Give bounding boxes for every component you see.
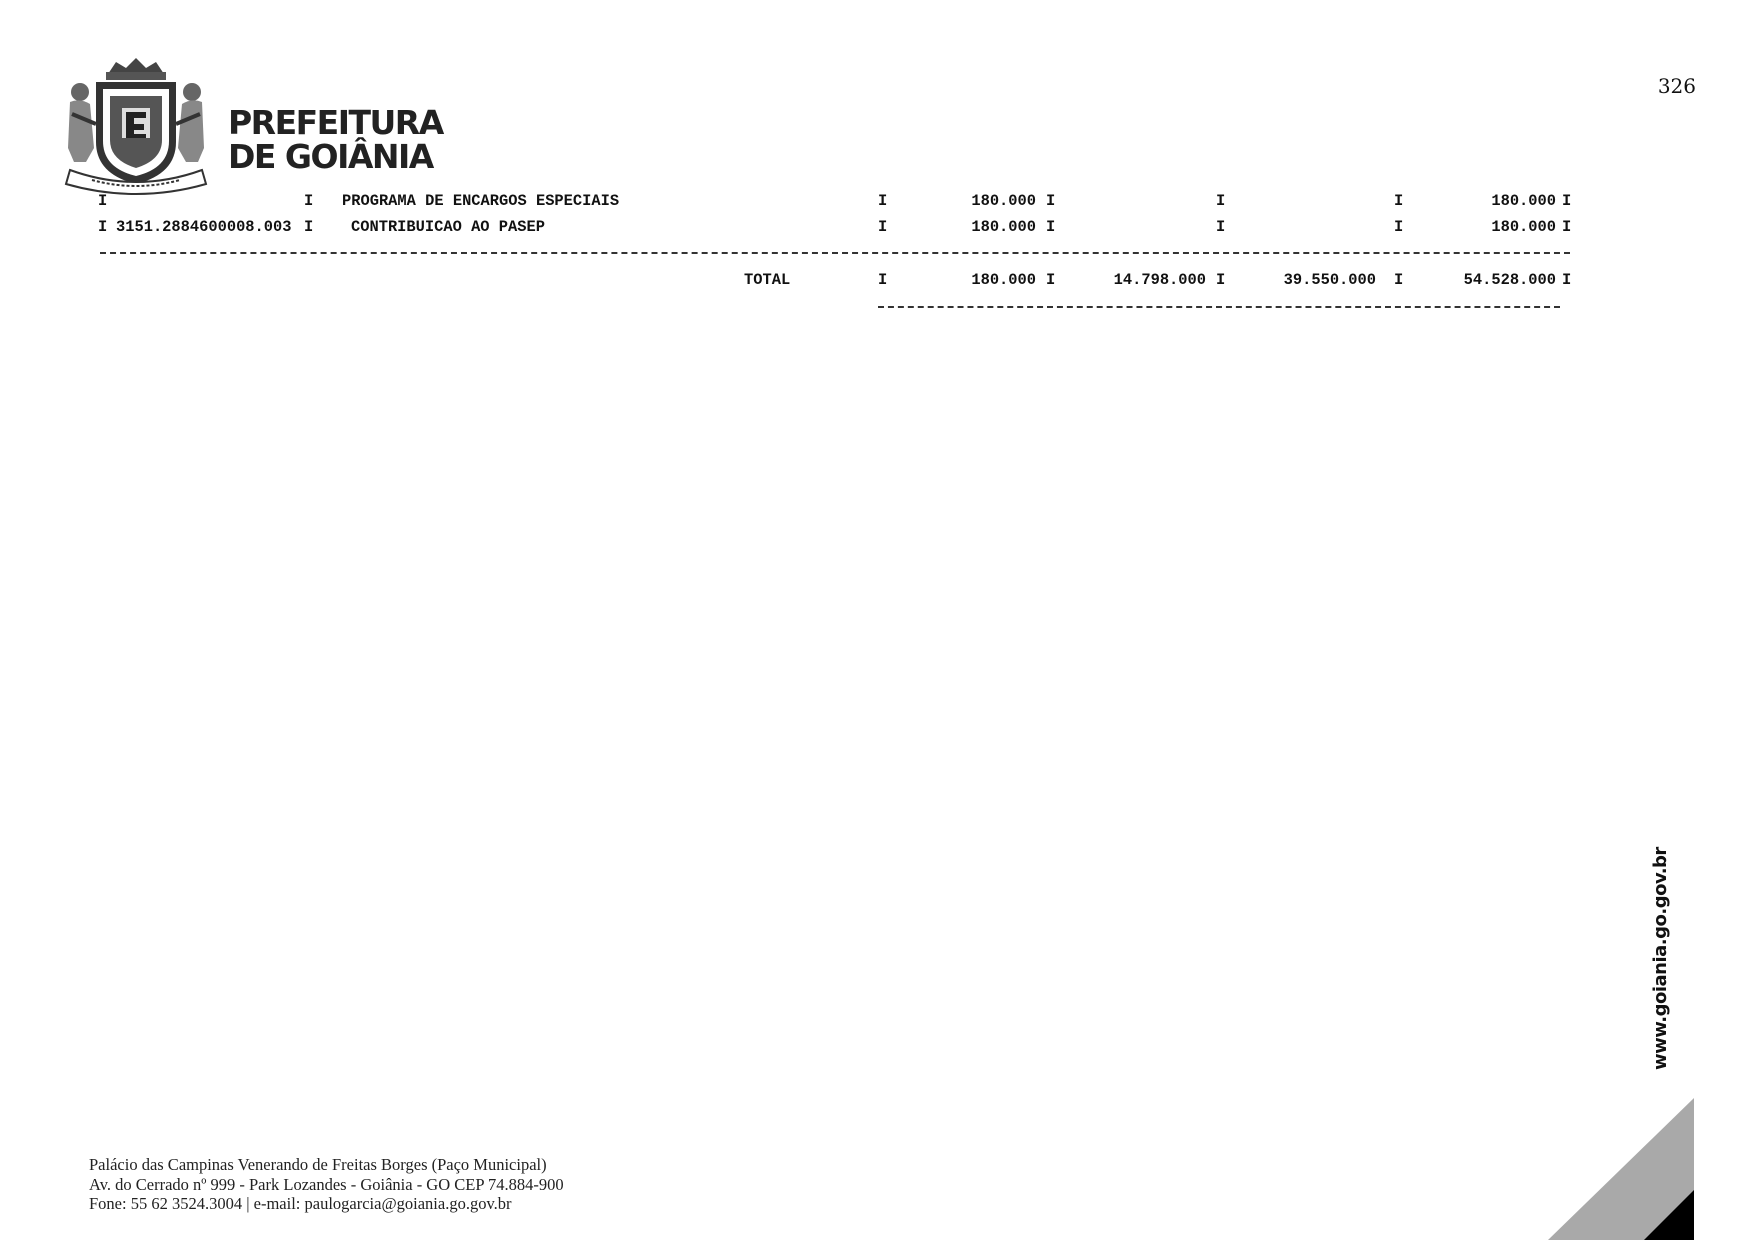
row2-sep1: I — [98, 218, 108, 236]
logo-line2: DE GOIÂNIA — [228, 137, 433, 176]
total-sep4: I — [1046, 271, 1056, 289]
row2-total: 180.000 — [1491, 218, 1556, 236]
row1-sep5: I — [1216, 192, 1226, 210]
logo-line1: PREFEITURA — [228, 103, 443, 142]
row2-sep4: I — [1046, 218, 1056, 236]
row1-total: 180.000 — [1491, 192, 1556, 210]
row1-sep2: I — [304, 192, 314, 210]
total-label: TOTAL — [744, 271, 791, 289]
total-sep3: I — [878, 271, 888, 289]
row1-sep6: I — [1394, 192, 1404, 210]
row2-code: 3151.2884600008.003 — [116, 218, 292, 236]
total-value2: 14.798.000 — [1113, 271, 1206, 289]
row2-sep2: I — [304, 218, 314, 236]
row2-sep7: I — [1562, 218, 1572, 236]
total-sep7: I — [1562, 271, 1572, 289]
row2-sep3: I — [878, 218, 888, 236]
row1-sep3: I — [878, 192, 888, 210]
row2-value1: 180.000 — [971, 218, 1036, 236]
total-value1: 180.000 — [971, 271, 1036, 289]
table-separator — [100, 252, 1570, 254]
corner-decoration — [1548, 1098, 1694, 1240]
row1-sep4: I — [1046, 192, 1056, 210]
row1-value1: 180.000 — [971, 192, 1036, 210]
footer-address — [89, 1155, 564, 1214]
total-underline — [878, 306, 1560, 308]
page-number: 326 — [1657, 74, 1696, 98]
row2-sep5: I — [1216, 218, 1226, 236]
coat-of-arms-emblem — [56, 52, 216, 196]
row1-sep7: I — [1562, 192, 1572, 210]
row1-description: PROGRAMA DE ENCARGOS ESPECIAIS — [342, 192, 620, 210]
row2-sep6: I — [1394, 218, 1404, 236]
row2-description: CONTRIBUICAO AO PASEP — [351, 218, 545, 236]
total-sep5: I — [1216, 271, 1226, 289]
logo-text — [228, 103, 443, 176]
prefeitura-logo — [56, 52, 443, 196]
total-sep6: I — [1394, 271, 1404, 289]
footer-line1: Palácio das Campinas Venerando de Freitas Borges (Paço Municipal) — [89, 1155, 547, 1174]
row1-sep1: I — [98, 192, 108, 210]
footer-line3: Fone: 55 62 3524.3004 | e-mail: paulogarcia@goiania.go.gov.br — [89, 1194, 512, 1213]
total-grand: 54.528.000 — [1463, 271, 1556, 289]
footer-line2: Av. do Cerrado nº 999 - Park Lozandes - Goiânia - GO CEP 74.884-900 — [89, 1174, 564, 1194]
website-url: www.goiania.go.gov.br — [1650, 847, 1671, 1070]
total-value3: 39.550.000 — [1283, 271, 1376, 289]
